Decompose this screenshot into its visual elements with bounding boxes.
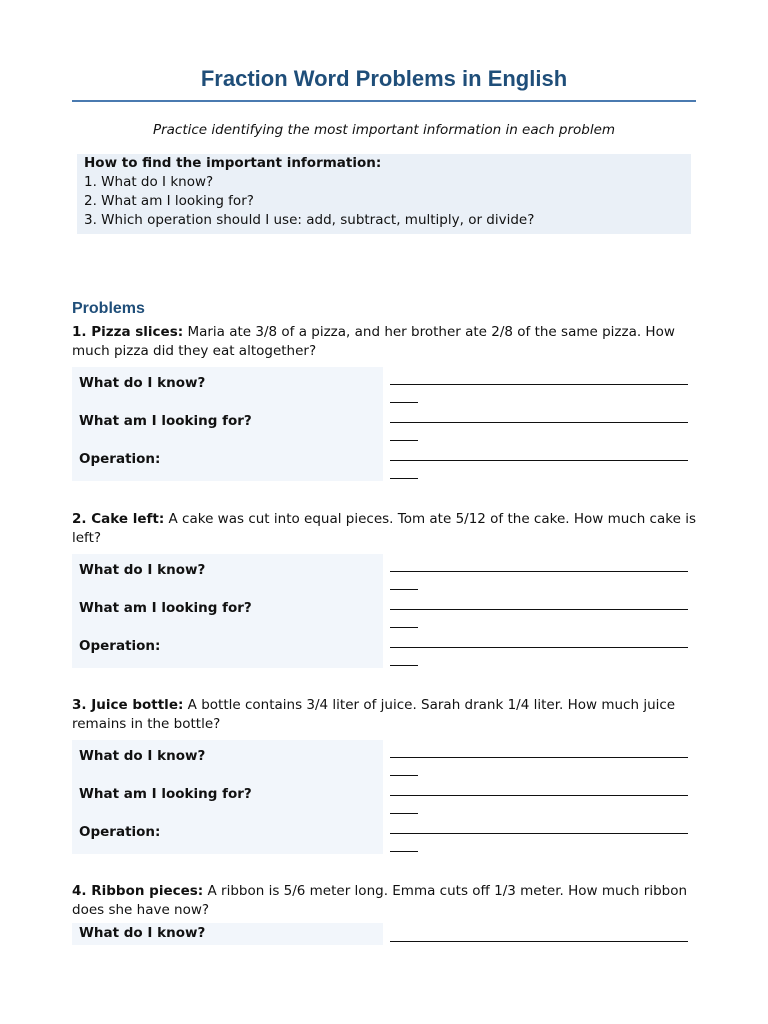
question-label: What do I know?	[72, 740, 383, 778]
answer-line[interactable]	[390, 634, 688, 666]
question-label: What do I know?	[72, 923, 383, 945]
question-label: What do I know?	[72, 367, 383, 405]
instruction-step: 1. What do I know?	[84, 174, 214, 190]
answer-line[interactable]	[390, 782, 688, 814]
problem-label: 3. Juice bottle:	[72, 697, 184, 713]
problems-heading: Problems	[72, 300, 145, 317]
answer-row	[72, 816, 696, 854]
problem-body: A ribbon is 5/6 meter long. Emma cuts off 1/3 meter. How much ribbon does she have now?	[72, 883, 688, 918]
answer-table	[72, 554, 696, 668]
answer-line[interactable]	[390, 447, 688, 479]
answer-row	[72, 405, 696, 443]
question-label: Operation:	[72, 443, 383, 481]
answer-row	[72, 923, 696, 945]
problem-4	[72, 882, 696, 945]
problem-label: 4. Ribbon pieces:	[72, 883, 204, 899]
answer-table	[72, 923, 696, 945]
question-label: What am I looking for?	[72, 778, 383, 816]
answer-line[interactable]	[390, 409, 688, 441]
answer-line[interactable]	[390, 558, 688, 590]
answer-row	[72, 630, 696, 668]
problem-body: A cake was cut into equal pieces. Tom ate 5/12 of the cake. How much cake is left?	[72, 511, 696, 546]
problem-2	[72, 510, 696, 668]
problem-body: Maria ate 3/8 of a pizza, and her brother ate 2/8 of the same pizza. How much pizza did they eat altogether?	[72, 324, 675, 359]
instructions-box	[77, 154, 691, 234]
question-label: What am I looking for?	[72, 592, 383, 630]
problem-label: 2. Cake left:	[72, 511, 165, 527]
problem-1	[72, 323, 696, 481]
problem-text	[72, 323, 696, 361]
answer-row	[72, 592, 696, 630]
problem-3	[72, 696, 696, 854]
problem-text	[72, 696, 696, 734]
question-label: Operation:	[72, 816, 383, 854]
answer-table	[72, 740, 696, 854]
title-divider	[72, 100, 696, 102]
instruction-step: 3. Which operation should I use: add, subtract, multiply, or divide?	[84, 212, 535, 228]
page-subtitle: Practice identifying the most important information in each problem	[152, 122, 616, 138]
page-title: Fraction Word Problems in English	[200, 66, 568, 91]
instruction-step: 2. What am I looking for?	[84, 193, 254, 209]
problem-text	[72, 882, 696, 920]
answer-row	[72, 778, 696, 816]
problem-text	[72, 510, 696, 548]
problem-label: 1. Pizza slices:	[72, 324, 184, 340]
answer-table	[72, 367, 696, 481]
question-label: What do I know?	[72, 554, 383, 592]
answer-line[interactable]	[390, 923, 688, 942]
problem-body: A bottle contains 3/4 liter of juice. Sarah drank 1/4 liter. How much juice remains in the bottle?	[72, 697, 676, 732]
answer-line[interactable]	[390, 820, 688, 852]
answer-row	[72, 740, 696, 778]
answer-row	[72, 443, 696, 481]
answer-line[interactable]	[390, 371, 688, 403]
answer-row	[72, 367, 696, 405]
answer-line[interactable]	[390, 596, 688, 628]
instructions-heading: How to find the important information:	[84, 155, 382, 171]
question-label: Operation:	[72, 630, 383, 668]
answer-row	[72, 554, 696, 592]
question-label: What am I looking for?	[72, 405, 383, 443]
answer-line[interactable]	[390, 744, 688, 776]
